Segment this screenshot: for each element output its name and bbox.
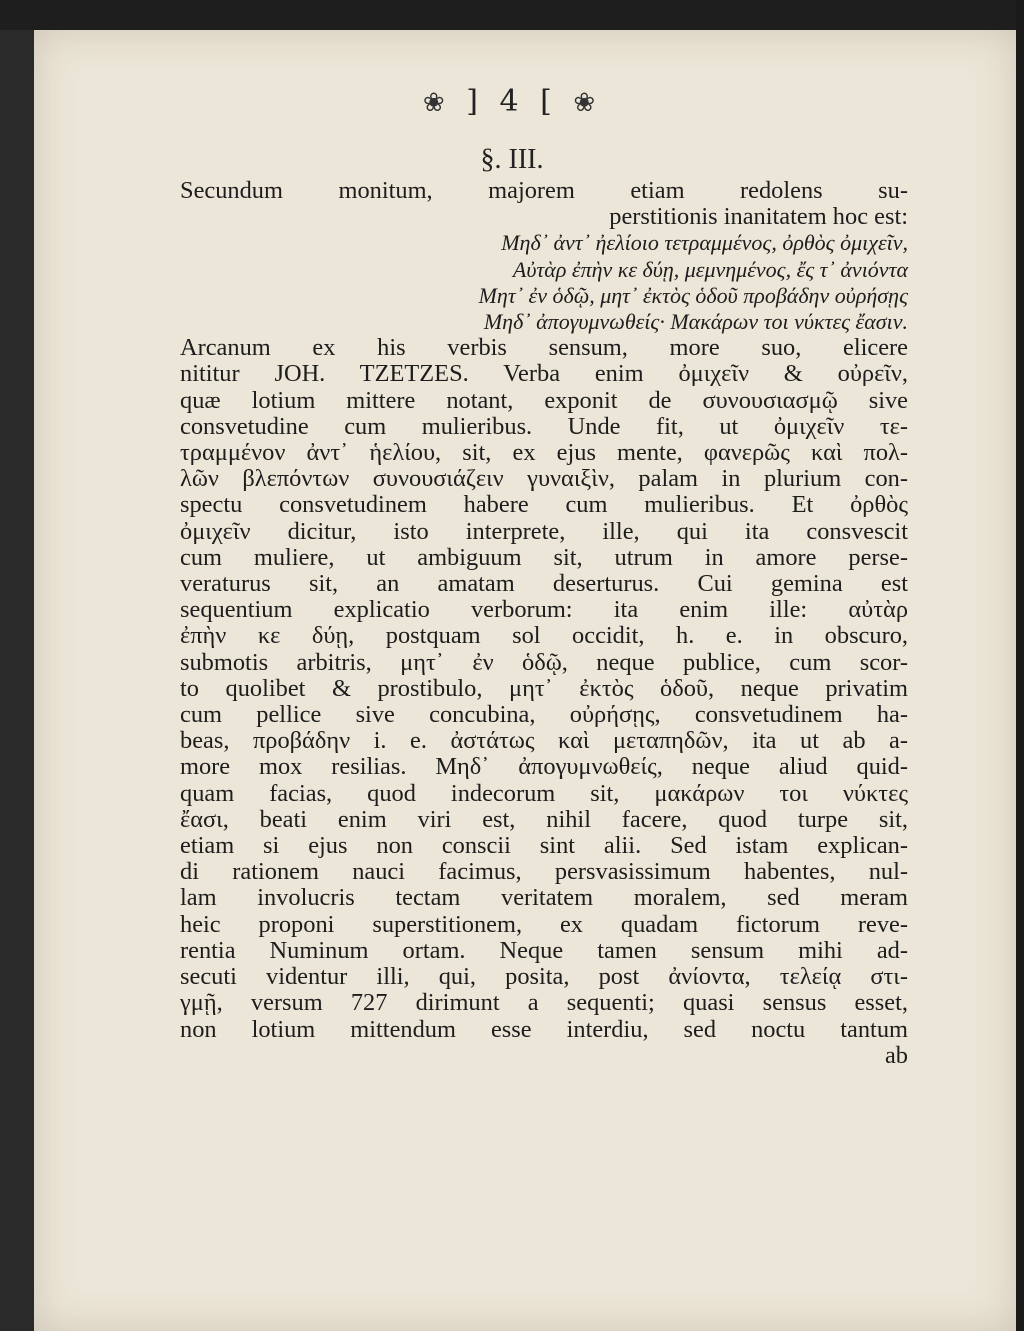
text-line: τραμμένον ἀντ᾽ ἡελίου, sit, ex ejus mente, φανερῶς καὶ πολ- [180,439,908,467]
catchword: ab [884,1041,908,1069]
text-line: heic proponi superstitionem, ex quadam fictorum reve- [180,910,908,938]
text-line: submotis arbitris, μητ᾽ ἐν ὁδῷ, neque publice, cum scor- [180,648,908,676]
flower-ornament-icon: ❀ [422,88,451,118]
text-line: spectu consvetudinem habere cum mulieribus. Et ὀρθὸς [180,491,908,519]
text-line: beas, προβάδην i. e. ἀστάτως καὶ μεταπηδῶν, ita ut ab a- [180,727,908,755]
text-line: cum pellice sive concubina, οὐρήσῃς, consvetudinem ha- [180,701,908,729]
text-line: Secundum monitum, majorem etiam redolens su- [180,177,908,204]
text-line: lam involucris tectam veritatem moralem, sed meram [180,884,908,912]
verse-line: Μηδ᾽ ἀντ᾽ ἠελίοιο τετραμμένος, ὀρθὸς ὀμιχεῖν, [501,230,908,256]
scan-background-right [1016,0,1024,1331]
text-line: nititur JOH. TZETZES. Verba enim ὀμιχεῖν & οὐρεῖν, [180,360,908,388]
text-line: quæ lotium mittere notant, exponit de συνουσιασμῷ sive [180,386,908,414]
text-line: λῶν βλεπόντων συνουσιάζειν γυναιξὶν, palam in plurium con- [180,465,908,493]
verse-line: Αὐτὰρ ἐπὴν κε δύῃ, μεμνημένος, ἔς τ᾽ ἀνιόντα [512,256,908,282]
verse-line: Μητ᾽ ἐν ὁδῷ, μητ᾽ ἐκτὸς ὁδοῦ προβάδην οὐρήσῃς [478,282,908,308]
verse-line: Μηδ᾽ ἀπογυμνωθείς· Μακάρων τοι νύκτες ἔασιν. [483,309,908,335]
text-line: quam facias, quod indecorum sit, μακάρων τοι νύκτες [180,779,908,807]
text-line: sequentium explicatio verborum: ita enim ille: αὐτὰρ [180,596,908,624]
text-line: ὀμιχεῖν dicitur, isto interprete, ille, qui ita consvescit [180,517,908,545]
text-line: non lotium mittendum esse interdiu, sed noctu tantum [180,1015,908,1043]
text-line: perstitionis inanitatem hoc est: [609,203,908,231]
text-line: γμῇ, versum 727 dirimunt a sequenti; quasi sensus esset, [180,989,908,1017]
text-line: to quolibet & prostibulo, μητ᾽ ἐκτὸς ὁδοῦ, neque privatim [180,674,908,702]
page-number: ] 4 [ [466,84,558,119]
text-line: consvetudine cum mulieribus. Unde fit, ut ὀμιχεῖν τε- [180,412,908,440]
page-header [0,84,1024,119]
text-line: etiam si ejus non conscii sint alii. Sed istam explican- [180,832,908,860]
text-line: Arcanum ex his verbis sensum, more suo, elicere [180,334,908,362]
text-line: di rationem nauci facimus, persvasissimum habentes, nul- [180,858,908,886]
section-heading: §. III. [480,144,544,175]
scan-background-top [0,0,1024,30]
text-line: ἐπὴν κε δύῃ, postquam sol occidit, h. e. in obscuro, [180,622,908,650]
body-text [180,178,908,1069]
text-line: ἔασι, beati enim viri est, nihil facere, quod turpe sit, [180,805,908,833]
text-line: rentia Numinum ortam. Neque tamen sensum mihi ad- [180,936,908,964]
flower-ornament-icon: ❀ [573,88,602,118]
text-line: secuti videntur illi, qui, posita, post ἀνίοντα, τελείᾳ στι- [180,963,908,991]
text-line: veraturus sit, an amatam deserturus. Cui gemina est [180,570,908,598]
text-line: more mox resilias. Μηδ᾽ ἀπογυμνωθείς, neque aliud quid- [180,753,908,781]
text-line: cum muliere, ut ambiguum sit, utrum in amore perse- [180,543,908,571]
